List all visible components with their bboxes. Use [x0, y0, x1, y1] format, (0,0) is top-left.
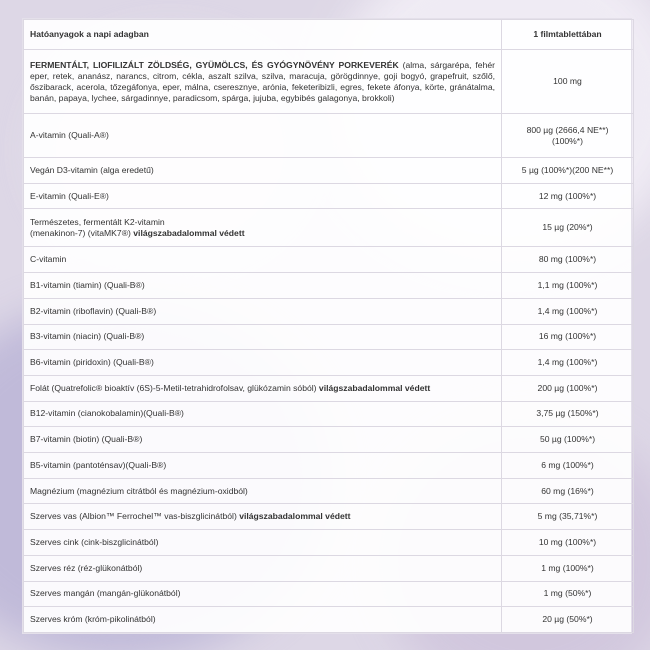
ingredient-amount: 1 mg (50%*): [502, 581, 634, 607]
ingredient-name: [24, 209, 502, 247]
ingredient-name: B6-vitamin (piridoxin) (Quali-B®): [24, 350, 502, 376]
table-row: [24, 50, 634, 114]
ingredient-name: C-vitamin: [24, 247, 502, 273]
ingredient-name: B1-vitamin (tiamin) (Quali-B®): [24, 273, 502, 299]
patent-note: világszabadalommal védett: [318, 382, 431, 393]
table-row: [24, 607, 634, 633]
ingredient-name: Magnézium (magnézium citrátból és magnézium-oxidból): [24, 478, 502, 504]
ingredient-name-line: Természetes, fermentált K2-vitamin: [30, 216, 165, 227]
ingredient-amount: 5 mg (35,71%*): [502, 504, 634, 530]
ingredient-amount: 100 mg: [502, 50, 634, 114]
ingredient-name-text: Folát (Quatrefolic® bioaktív (6S)-5-Metil-tetrahidrofolsav, glükózamin sóból): [30, 382, 319, 393]
ingredients-card: [22, 18, 632, 634]
ingredient-amount: 5 µg (100%*)(200 NE**): [502, 158, 634, 184]
ingredient-amount: 60 mg (16%*): [502, 478, 634, 504]
ingredient-name: A-vitamin (Quali-A®): [24, 114, 502, 158]
ingredient-name-line: (menakinon-7) (vitaMK7®): [30, 227, 134, 238]
header-ingredients: Hatóanyagok a napi adagban: [24, 20, 502, 50]
table-row: [24, 273, 634, 299]
table-row: [24, 158, 634, 184]
ingredient-amount: 1,4 mg (100%*): [502, 298, 634, 324]
table-row: [24, 298, 634, 324]
ingredient-name-text: (alma, sárgarépa, fehér eper, retek, ananász, narancs, citrom, cékla, aszalt szilva, szilva, maracuja, görögdinnye, goji bogyó, grapefruit, szőlő, őszibarack, acerola, tőzegáfonya, eper, málna, cseresznye, arónia, feketeribizli, egres, fekete áfonya, körte, gránátalma, banán, papaya, lychee, sárgadinnye, paradicsom, spárga, jujuba, egybibés galagonya, brokkoli): [30, 59, 495, 103]
ingredient-name-bold: FERMENTÁLT, LIOFILIZÁLT ZÖLDSÉG, GYÜMÖLCS, ÉS GYÓGYNÖVÉNY PORKEVERÉK: [30, 59, 399, 70]
ingredient-name: B2-vitamin (riboflavin) (Quali-B®): [24, 298, 502, 324]
ingredient-name: E-vitamin (Quali-E®): [24, 183, 502, 209]
ingredient-name: [24, 50, 502, 114]
table-row: [24, 504, 634, 530]
ingredient-name-text: Szerves vas (Albion™ Ferrochel™ vas-biszglicinátból): [30, 511, 240, 522]
table-row: [24, 375, 634, 401]
ingredients-table: [23, 19, 634, 633]
table-header-row: [24, 20, 634, 50]
ingredient-name: Szerves mangán (mangán-glükonátból): [24, 581, 502, 607]
ingredient-amount: 15 µg (20%*): [502, 209, 634, 247]
ingredient-name: B7-vitamin (biotin) (Quali-B®): [24, 427, 502, 453]
ingredient-name: B12-vitamin (cianokobalamin)(Quali-B®): [24, 401, 502, 427]
ingredient-amount: 1,4 mg (100%*): [502, 350, 634, 376]
ingredient-name: [24, 504, 502, 530]
table-row: [24, 350, 634, 376]
ingredient-amount-line: (100%*): [551, 135, 584, 146]
table-row: [24, 114, 634, 158]
table-row: [24, 478, 634, 504]
ingredient-name: B3-vitamin (niacin) (Quali-B®): [24, 324, 502, 350]
ingredient-amount: [502, 114, 634, 158]
ingredient-amount: 200 µg (100%*): [502, 375, 634, 401]
table-row: [24, 555, 634, 581]
ingredient-amount: 1,1 mg (100%*): [502, 273, 634, 299]
ingredient-name: B5-vitamin (pantoténsav)(Quali-B®): [24, 453, 502, 479]
patent-note: világszabadalommal védett: [239, 511, 351, 522]
table-row: [24, 581, 634, 607]
ingredient-amount: 16 mg (100%*): [502, 324, 634, 350]
ingredient-amount: 12 mg (100%*): [502, 183, 634, 209]
ingredient-amount: 20 µg (50%*): [502, 607, 634, 633]
ingredient-name: Vegán D3-vitamin (alga eredetű): [24, 158, 502, 184]
table-row: [24, 209, 634, 247]
table-row: [24, 324, 634, 350]
ingredient-amount: 10 mg (100%*): [502, 530, 634, 556]
ingredient-name: Szerves króm (króm-pikolinátból): [24, 607, 502, 633]
ingredient-name: Szerves réz (réz-glükonátból): [24, 555, 502, 581]
ingredient-amount: 80 mg (100%*): [502, 247, 634, 273]
table-row: [24, 183, 634, 209]
ingredient-name: Szerves cink (cink-biszglicinátból): [24, 530, 502, 556]
ingredient-amount: 3,75 µg (150%*): [502, 401, 634, 427]
ingredient-name: [24, 375, 502, 401]
ingredient-amount: 6 mg (100%*): [502, 453, 634, 479]
ingredient-amount: 50 µg (100%*): [502, 427, 634, 453]
patent-note: világszabadalommal védett: [133, 227, 245, 238]
table-row: [24, 453, 634, 479]
table-row: [24, 530, 634, 556]
table-row: [24, 247, 634, 273]
ingredient-amount: 1 mg (100%*): [502, 555, 634, 581]
table-row: [24, 401, 634, 427]
header-per-tablet: 1 filmtablettában: [502, 20, 634, 50]
ingredient-amount-line: 800 µg (2666,4 NE**): [526, 124, 609, 135]
table-row: [24, 427, 634, 453]
